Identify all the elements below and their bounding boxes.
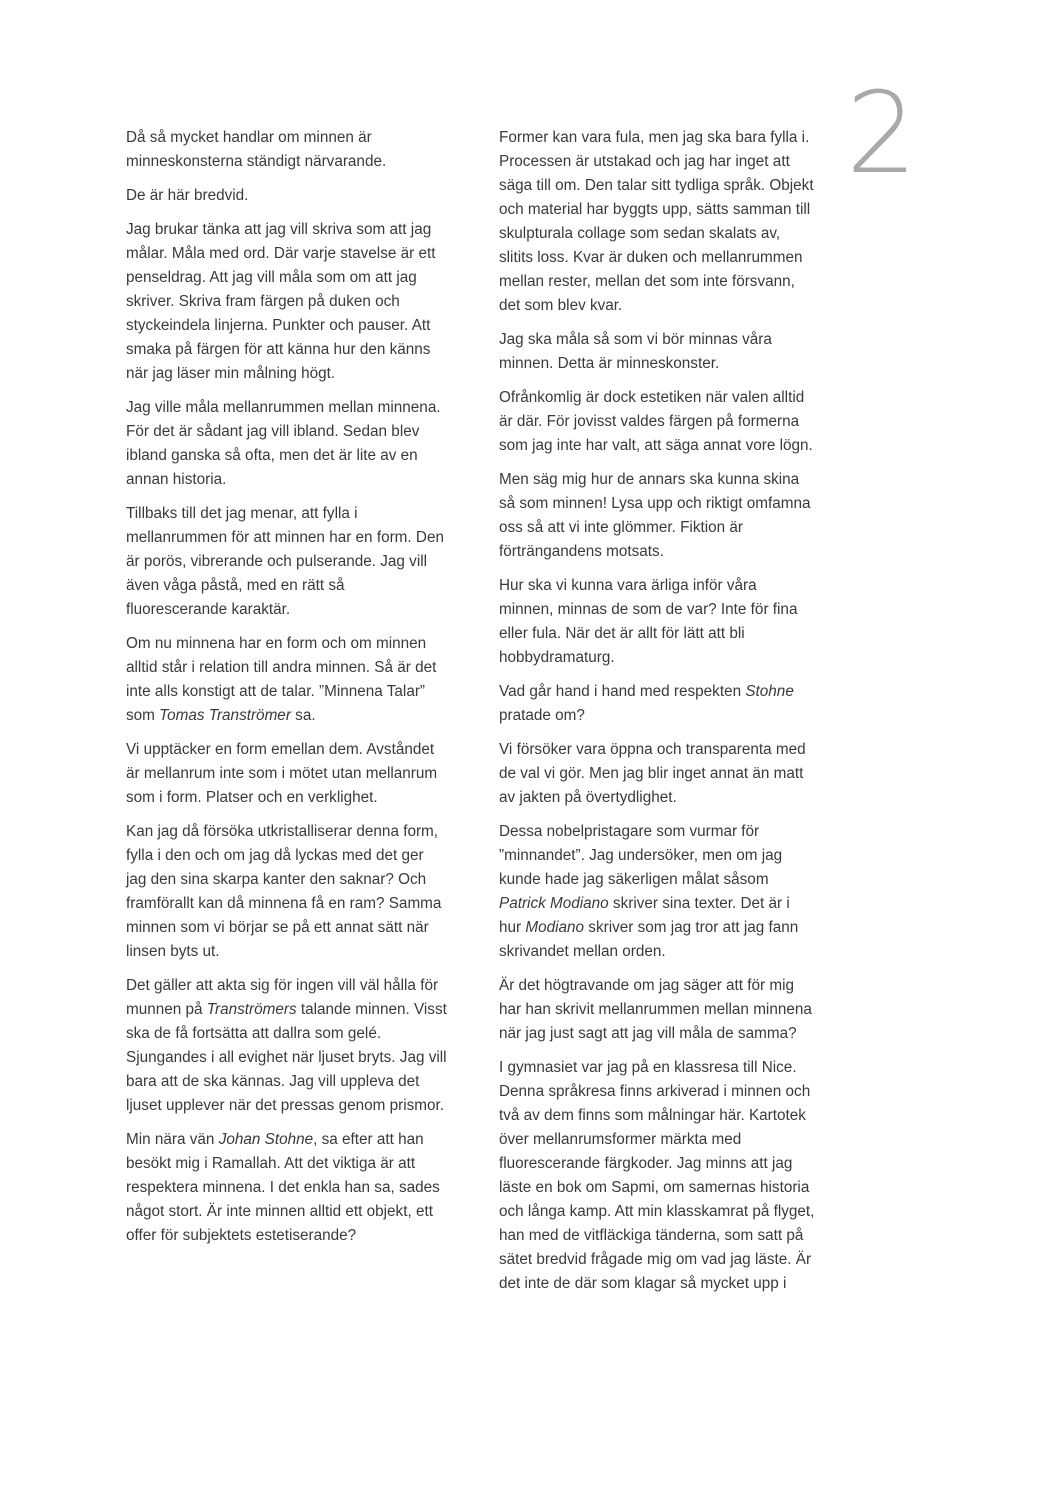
- paragraph: [126, 632, 448, 728]
- italic-name: Stohne: [745, 683, 794, 700]
- left-column: [126, 126, 448, 1258]
- text-run: Vad går hand i hand med respekten: [499, 683, 746, 700]
- paragraph: Kan jag då försöka utkristalliserar denna form, fylla i den och om jag då lyckas med det ger jag den sina skarpa kanter den saknar? Och framförallt kan då minnena få en ram? Samma minnen som vi börjar se på ett annat sätt när linsen byts ut.: [126, 823, 442, 960]
- paragraph: Vi upptäcker en form emellan dem. Avståndet är mellanrum inte som i mötet utan mellanrum som i form. Platser och en verklighet.: [126, 741, 438, 806]
- text-run: Om nu minnena har en form och om minnen alltid står i relation till andra minnen. Så är det inte alls konstigt att de talar. ”Minnena Talar” som: [126, 635, 437, 724]
- paragraph: Tillbaks till det jag menar, att fylla i mellanrummen för att minnen har en form. Den är porös, vibrerande och pulserande. Jag vill även våga påstå, med en rätt så fluorescerande karaktär.: [126, 505, 444, 618]
- italic-name: Modiano: [525, 919, 585, 936]
- italic-name: Tomas Tranströmer: [159, 707, 291, 724]
- page-number: 2: [846, 69, 916, 199]
- paragraph: Former kan vara fula, men jag ska bara fylla i. Processen är utstakad och jag har inget att säga till om. Den talar sitt tydliga språk. Objekt och material har byggts upp, sätts samman till skulpturala collage som sedan skalats av, slitits loss. Kvar är duken och mellanrummen mellan rester, mellan det som inte försvann, det som blev kvar.: [499, 129, 814, 314]
- text-run: Min nära vän: [126, 1131, 219, 1148]
- paragraph: Är det högtravande om jag säger att för mig har han skrivit mellanrummen mellan minnena när jag just sagt att jag vill måla de samma?: [499, 977, 812, 1042]
- text-run: sa.: [290, 707, 316, 724]
- paragraph: Jag brukar tänka att jag vill skriva som att jag målar. Måla med ord. Där varje stavelse är ett penseldrag. Att jag vill måla som om att jag skriver. Skriva fram färgen på duken och styckeindela linjerna. Punkter och pauser. Att smaka på färgen för att känna hur den känns när jag läser min målning högt.: [126, 221, 436, 382]
- paragraph: De är här bredvid.: [126, 187, 249, 204]
- paragraph: Men säg mig hur de annars ska kunna skina så som minnen! Lysa upp och riktigt omfamna oss så att vi inte glömmer. Fiktion är förträngandens motsats.: [499, 471, 811, 560]
- paragraph: I gymnasiet var jag på en klassresa till Nice. Denna språkresa finns arkiverad i minnen och två av dem finns som målningar här. Kartotek över mellanrumsformer märkta med fluorescerande färgkoder. Jag minns att jag läste en bok om Sapmi, om samernas historia och långa kamp. Att min klasskamrat på flyget, han med de vitfläckiga tänderna, som satt på sätet bredvid frågade mig om vad jag läste. Är det inte de där som klagar så mycket upp i: [499, 1059, 815, 1292]
- right-column: [499, 126, 815, 1306]
- text-run: pratade om?: [499, 707, 585, 724]
- paragraph: Vi försöker vara öppna och transparenta med de val vi gör. Men jag blir inget annat än matt av jakten på övertydlighet.: [499, 741, 806, 806]
- text-run: talande minnen. Visst ska de få fortsätta att dallra som gelé. Sjungandes i all evighet när ljuset bryts. Jag vill bara att de ska kännas. Jag vill uppleva det ljuset upplever när det pressas genom prismor.: [126, 1001, 447, 1114]
- text-run: Dessa nobelpristagare som vurmar för ”minnandet”. Jag undersöker, men om jag kunde hade jag säkerligen målat såsom: [499, 823, 783, 888]
- italic-name: Patrick Modiano: [499, 895, 609, 912]
- paragraph: [126, 974, 448, 1118]
- paragraph: Ofrånkomlig är dock estetiken när valen alltid är där. För jovisst valdes färgen på formerna som jag inte har valt, att säga annat vore lögn.: [499, 389, 813, 454]
- text-run: , sa efter att han besökt mig i Ramallah. Att det viktiga är att respektera minnena. I det enkla han sa, sades något stort. Är inte minnen alltid ett objekt, ett offer för subjektets estetiserande?: [126, 1131, 440, 1244]
- paragraph: Då så mycket handlar om minnen är minneskonsterna ständigt närvarande.: [126, 129, 387, 170]
- italic-name: Tranströmers: [206, 1001, 297, 1018]
- paragraph: [499, 820, 815, 964]
- text-run: skriver som jag tror att jag fann skrivandet mellan orden.: [499, 919, 799, 960]
- paragraph: [499, 680, 815, 728]
- italic-name: Johan Stohne: [218, 1131, 314, 1148]
- paragraph: Jag ville måla mellanrummen mellan minnena. För det är sådant jag vill ibland. Sedan blev ibland ganska så ofta, men det är lite av en annan historia.: [126, 399, 441, 488]
- text-run: Det gäller att akta sig för ingen vill väl hålla för munnen på: [126, 977, 439, 1018]
- paragraph: Jag ska måla så som vi bör minnas våra minnen. Detta är minneskonster.: [499, 331, 772, 372]
- paragraph: Hur ska vi kunna vara ärliga inför våra minnen, minnas de som de var? Inte för fina eller fula. När det är allt för lätt att bli hobbydramaturg.: [499, 577, 798, 666]
- text-run: skriver sina texter. Det är i hur: [499, 895, 790, 936]
- paragraph: [126, 1128, 448, 1248]
